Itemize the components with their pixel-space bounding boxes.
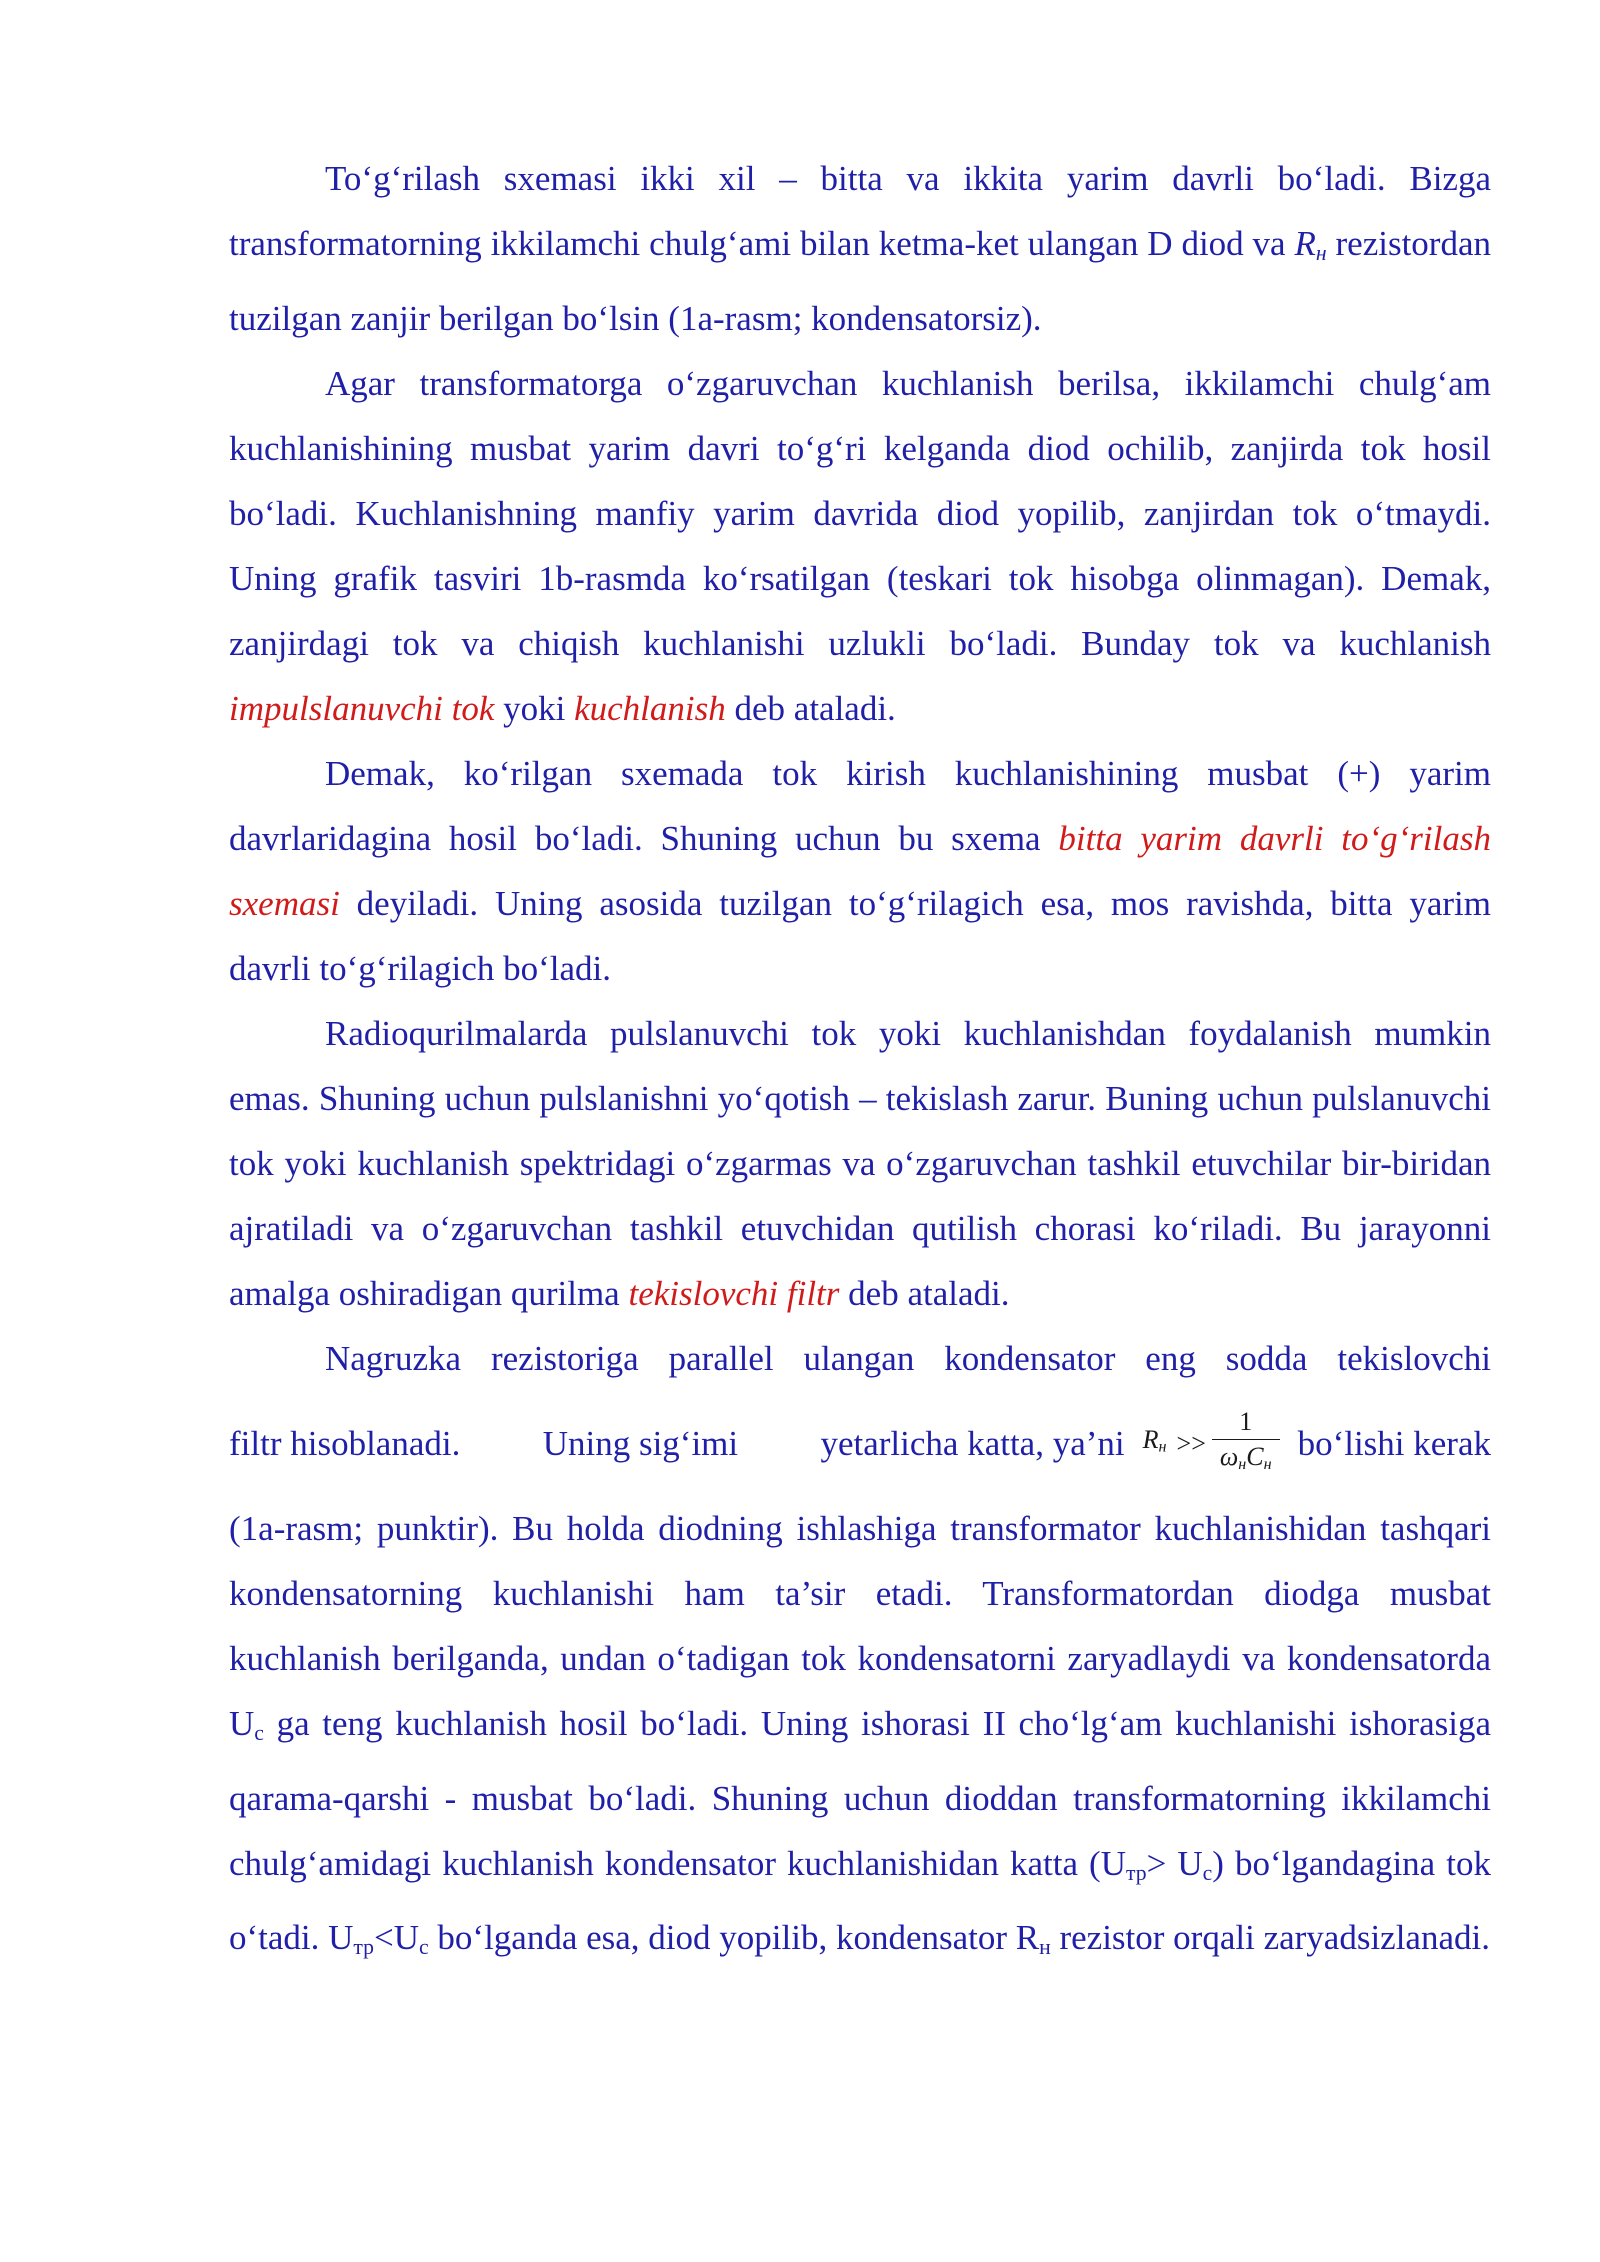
text-run: rezistordan tuzilgan zanjir berilgan bo‘lsin (1a-rasm; kondensatorsiz). [229,224,1491,338]
paragraph-3 [229,741,1491,1001]
paragraph-5-rest: (1a-rasm; punktir). Bu holda diodning ishlashiga transformator kuchlanishidan tashqari kondensatorning kuchlanishi ham ta’sir etadi. Transformatordan diodga musbat kuchlanish berilganda, undan o‘tadigan tok kondensatorni zaryadlaydi va kondensatorda $U_c$ ga teng kuchlanish hosil bo‘ladi. Uning ishorasi II cho‘lg‘am kuchlanishi ishorasiga qarama-qarshi - musbat bo‘ladi. Shuning uchun dioddan transformatorning ikkilamchi chulg‘amidagi kuchlanish kondensator kuchlanishidan katta $(U_{тр}> U_c)$ bo‘lgandagina tok o‘tadi. $U_{тр}<U_c$ bo‘lganda esa, diod yopilib, kondensator $R_н$ rezistor orqali zaryadsizlanadi. [229,1508,1491,1960]
formula-fraction [1212,1405,1280,1482]
text-column [229,146,1491,1980]
formula-operator: >> [1176,1428,1206,1458]
paragraph-2 [229,351,1491,741]
text-run: Demak, ko‘rilgan sxemada tok kirish kuchlanishining musbat (+) yarim davrlaridagina hosil bo‘ladi. Shuning uchun bu sxema [229,753,1491,858]
formula-line-tail: bo‘lishi kerak [1297,1423,1491,1463]
text-run: yoki [494,688,575,728]
term-highlight: tekislovchi filtr [628,1273,840,1313]
formula-line-text: filtr hisoblanadi. Uning sig‘imi yetarlicha katta, ya’ni [229,1423,1125,1463]
capacitance-condition-formula [1143,1405,1280,1482]
resistor-symbol: Rн [1294,224,1327,265]
text-run: deb ataladi. [725,688,896,728]
term-highlight: kuchlanish [574,688,726,728]
paragraph-4 [229,1001,1491,1326]
text-run: Nagruzka rezistoriga parallel ulangan kondensator eng sodda tekislovchi [325,1338,1491,1378]
text-run: Agar transformatorga o‘zgaruvchan kuchlanish berilsa, ikkilamchi chulg‘am kuchlanishining musbat yarim davri to‘g‘ri kelganda diod ochilib, zanjirda tok hosil bo‘ladi. Kuchlanishning manfiy yarim davrida diod yopilib, zanjirdan tok o‘tmaydi. Uning grafik tasviri 1b-rasmda ko‘rsatilgan (teskari tok hisobga olinmagan). Demak, zanjirdagi tok va chiqish kuchlanishi uzlukli bo‘ladi. Bunday tok va kuchlanish [229,363,1491,663]
text-run: deb ataladi. [839,1273,1010,1313]
text-run: deyiladi. Uning asosida tuzilgan to‘g‘rilagich esa, mos ravishda, bitta yarim davrli to‘g‘rilagich bo‘ladi. [229,883,1491,988]
formula-line [229,1391,1491,1496]
fraction-denominator: ωнCн [1212,1439,1280,1482]
text-run: To‘g‘rilash sxemasi ikki xil – bitta va ikkita yarim davrli bo‘ladi. Bizga transformatorning ikkilamchi chulg‘ami bilan ketma-ket ulangan D diod va [229,159,1491,263]
formula-lhs: Rн [1142,1424,1167,1456]
paragraph-1 [229,146,1491,351]
term-highlight: impulslanuvchi tok [229,688,495,728]
fraction-numerator: 1 [1239,1406,1253,1436]
paragraph-5-first-line [229,1326,1491,1391]
term-highlight: bitta yarim davrli to‘g‘rilash sxemasi [229,818,1491,923]
text-run: Radioqurilmalarda pulslanuvchi tok yoki kuchlanishdan foydalanish mumkin emas. Shuning uchun pulslanishni yo‘qotish – tekislash zarur. Buning uchun pulslanuvchi tok yoki kuchlanish spektridagi o‘zgarmas va o‘zgaruvchan tashkil etuvchilar bir-biridan ajratiladi va o‘zgaruvchan tashkil etuvchidan qutilish chorasi ko‘riladi. Bu jarayonni amalga oshiradigan qurilma [229,1013,1491,1313]
